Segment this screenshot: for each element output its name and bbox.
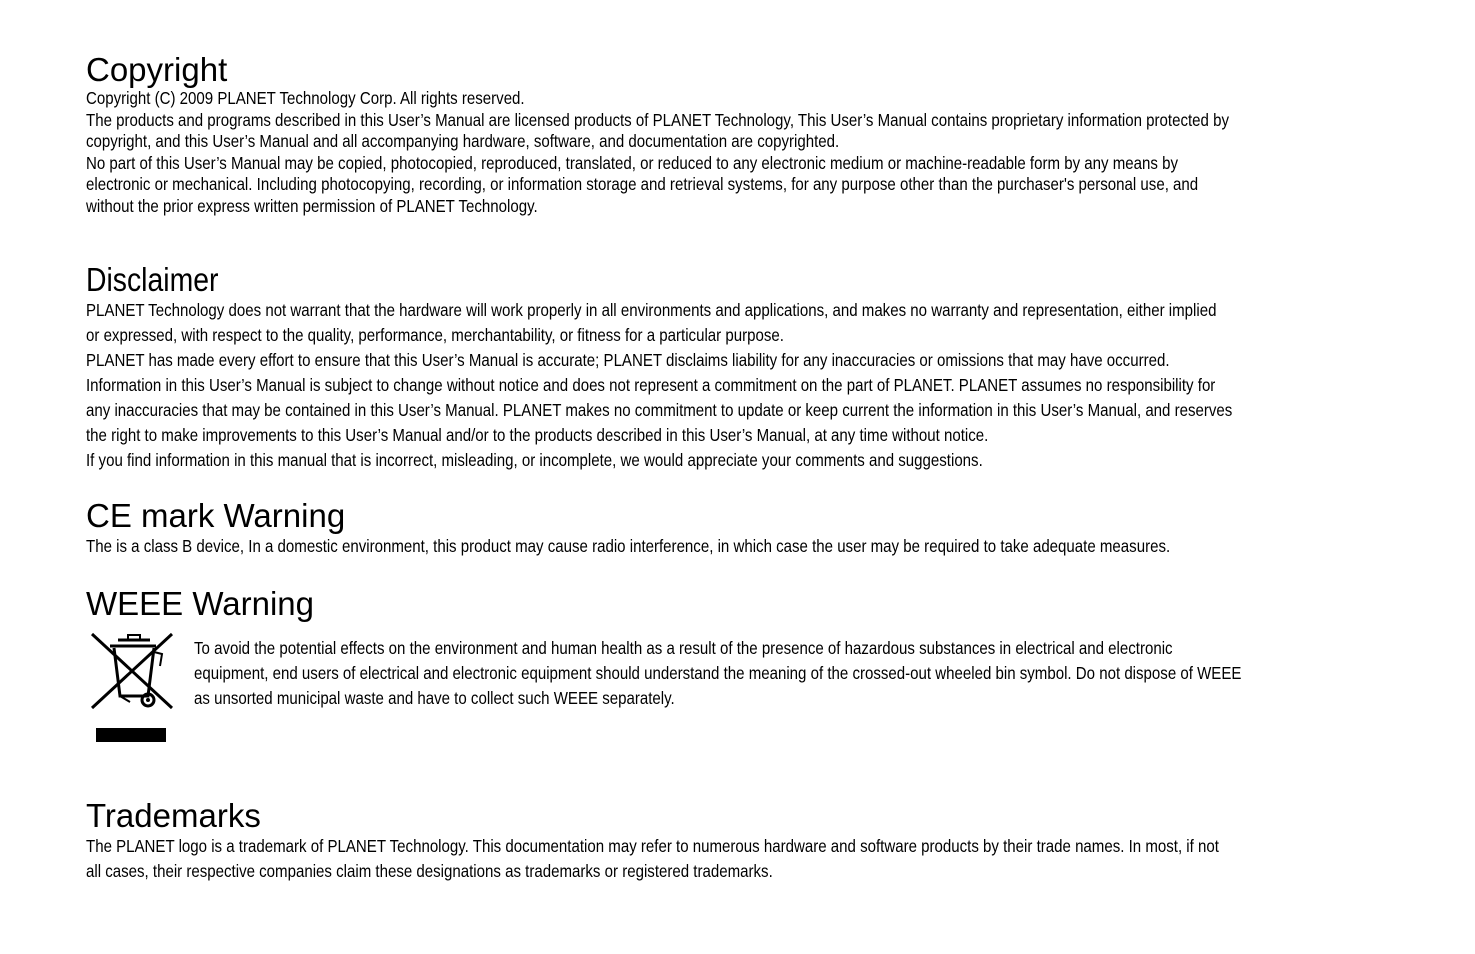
disclaimer-heading: Disclaimer (86, 261, 219, 298)
ce-warning-body (86, 534, 1386, 559)
copyright-line: Copyright (C) 2009 PLANET Technology Corp. All rights reserved. (86, 88, 525, 108)
disclaimer-line: the right to make improvements to this User’s Manual and/or to the products described in this User’s Manual, at any time without notice. (86, 425, 989, 445)
weee-warning-line: To avoid the potential effects on the environment and human health as a result of the presence of hazardous substances in electrical and electronic (194, 638, 1173, 658)
weee-warning-body (194, 636, 1381, 711)
disclaimer-line: PLANET Technology does not warrant that the hardware will work properly in all environments and applications, and makes no warranty and representation, either implied (86, 300, 1217, 320)
disclaimer-line: or expressed, with respect to the quality, performance, merchantability, or fitness for a particular purpose. (86, 325, 784, 345)
ce-warning-heading: CE mark Warning (86, 497, 346, 534)
copyright-body (86, 88, 1386, 217)
copyright-line: The products and programs described in this User’s Manual are licensed products of PLANET Technology, This User’s Manual contains proprietary information protected by (86, 109, 1229, 130)
copyright-section (86, 52, 1475, 217)
weee-warning-section (86, 586, 1386, 742)
weee-warning-row (86, 622, 1386, 742)
weee-warning-line: equipment, end users of electrical and electronic equipment should understand the meaning of the crossed-out wheeled bin symbol. Do not dispose of WEEE (194, 663, 1242, 683)
copyright-heading: Copyright (86, 51, 228, 88)
trademarks-line: The PLANET logo is a trademark of PLANET Technology. This documentation may refer to numerous hardware and software products by their trade names. In most, if not (86, 836, 1219, 856)
trademarks-line: all cases, their respective companies claim these designations as trademarks or registered trademarks. (86, 861, 773, 881)
copyright-line: No part of this User’s Manual may be copied, photocopied, reproduced, translated, or reduced to any electronic medium or machine-readable form by any means by (86, 152, 1178, 173)
trademarks-body (86, 834, 1386, 884)
trademarks-heading: Trademarks (86, 797, 261, 834)
trademarks-section (86, 798, 1475, 884)
disclaimer-section (86, 262, 1475, 473)
weee-warning-line: as unsorted municipal waste and have to collect such WEEE separately. (194, 688, 675, 708)
weee-warning-heading: WEEE Warning (86, 585, 315, 622)
disclaimer-line: any inaccuracies that may be contained in this User’s Manual. PLANET makes no commitment to update or keep current the information in this User’s Manual, and reserves (86, 400, 1233, 420)
ce-warning-line: The is a class B device, In a domestic environment, this product may cause radio interference, in which case the user may be required to take adequate measures. (86, 536, 1171, 556)
copyright-line: without the prior express written permission of PLANET Technology. (86, 195, 538, 216)
disclaimer-line: Information in this User’s Manual is subject to change without notice and does not represent a commitment on the part of PLANET. PLANET assumes no responsibility for (86, 375, 1216, 395)
disclaimer-line: PLANET has made every effort to ensure that this User’s Manual is accurate; PLANET disclaims liability for any inaccuracies or omissions that may have occurred. (86, 350, 1170, 370)
ce-warning-section (86, 498, 1475, 559)
copyright-line: electronic or mechanical. Including photocopying, recording, or information storage and retrieval systems, for any purpose other than the purchaser's personal use, and (86, 174, 1199, 194)
copyright-line: copyright, and this User’s Manual and all accompanying hardware, software, and documentation are copyrighted. (86, 131, 840, 151)
disclaimer-body (86, 298, 1386, 473)
crossed-out-wheeled-bin-icon (90, 630, 174, 746)
disclaimer-line: If you find information in this manual that is incorrect, misleading, or incomplete, we would appreciate your comments and suggestions. (86, 450, 983, 470)
